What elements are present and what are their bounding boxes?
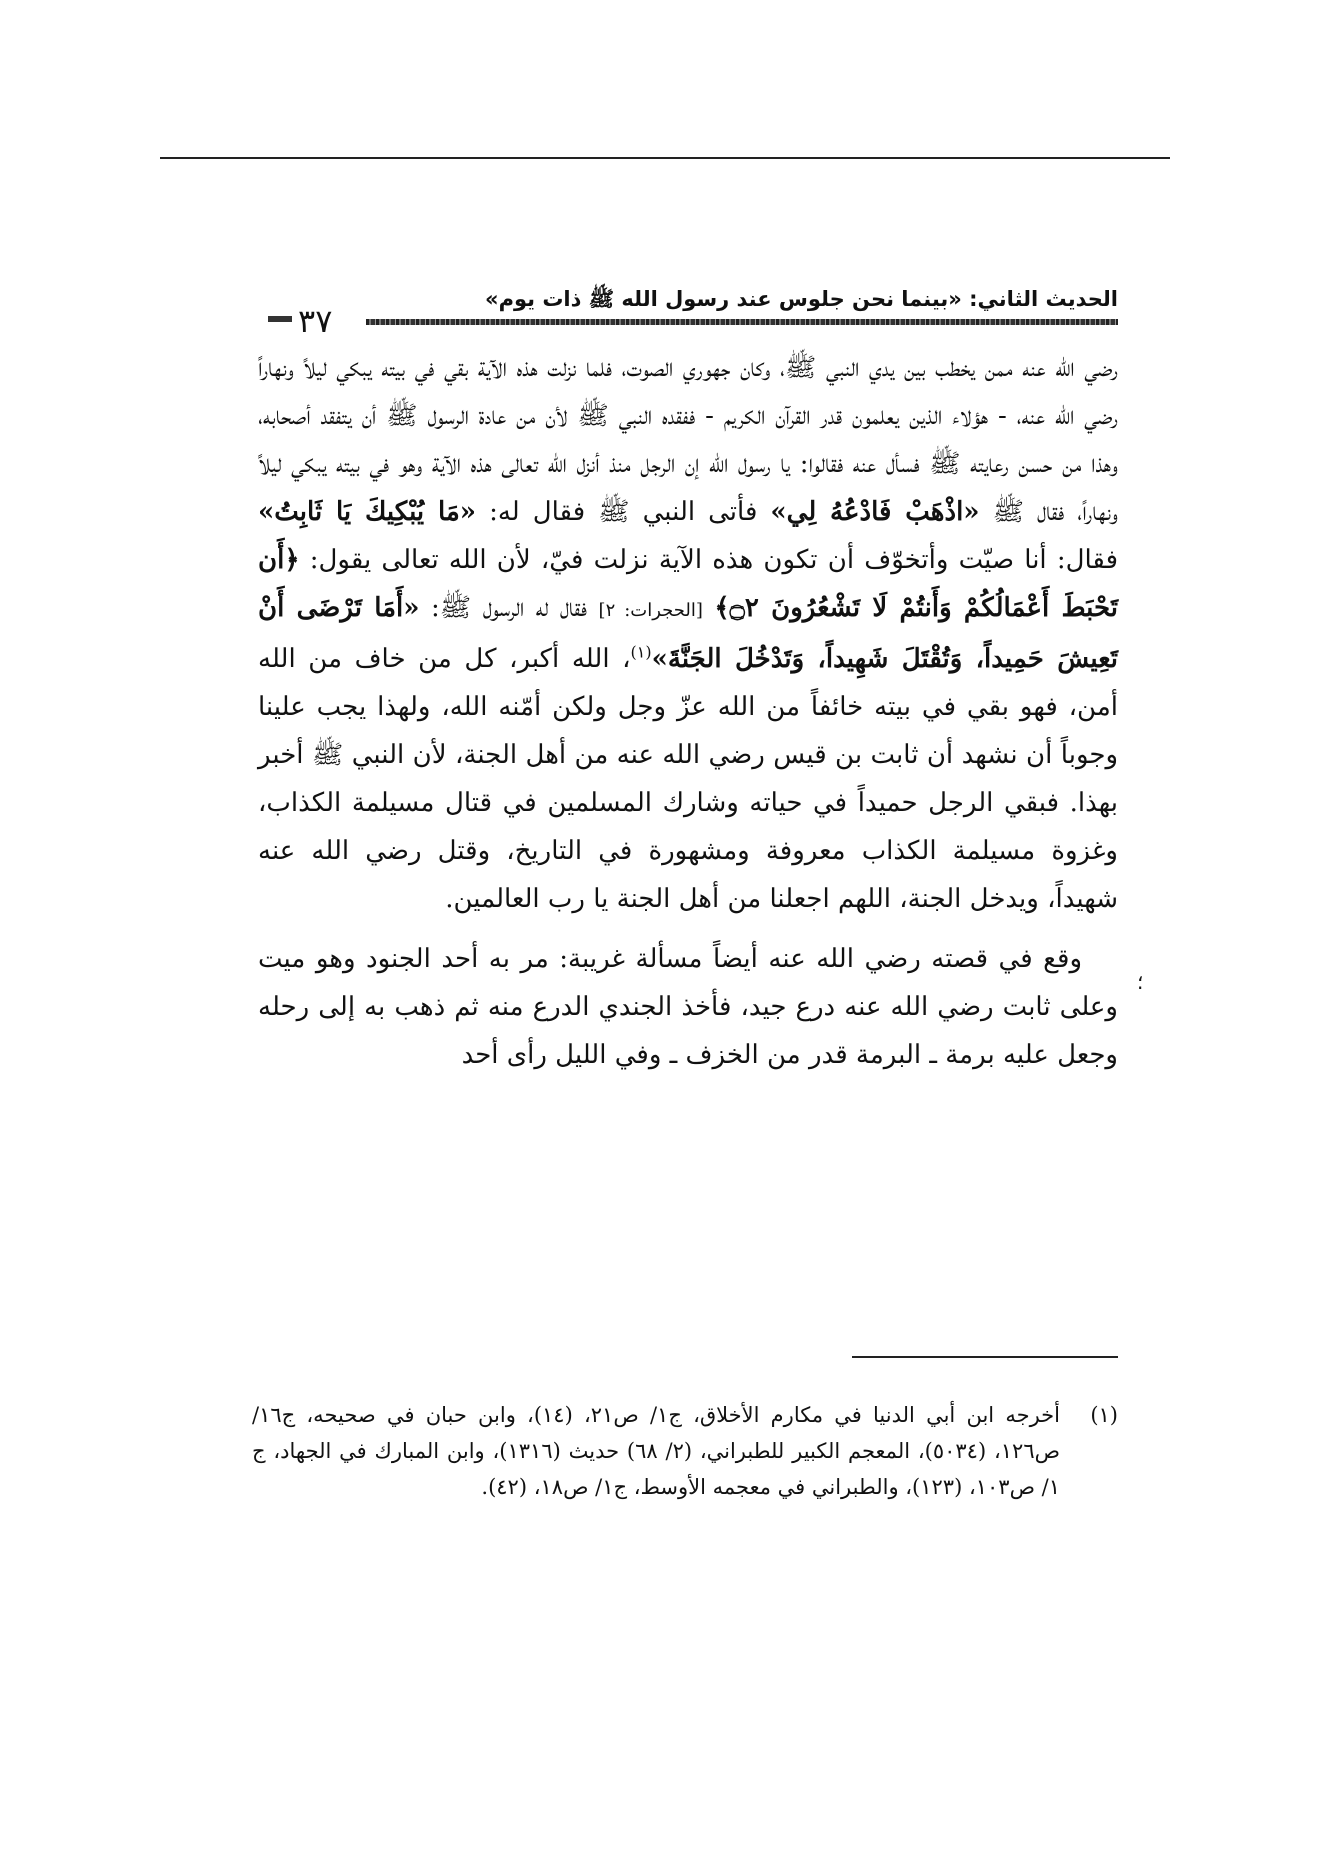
page-number: ٣٧ xyxy=(298,302,333,340)
text-segment: فقال: أنا صيّت وأتخوّف أن تكون هذه الآية نزلت فيّ، لأن الله تعالى يقول: xyxy=(309,545,1118,575)
top-rule xyxy=(160,157,1170,159)
text-segment: رضي الله عنه ممن يخطب بين يدي النبي ﷺ، وكان جهوري الصوت، فلما نزلت هذه الآية بقي في بيته يبكي ليلاً ونهاراً رضي الله عنه، - هؤلاء الذين يعلمون قدر القرآن الكريم - ففقده النبي ﷺ لأن من عادة الرسول ﷺ أن يتفقد أصحابه، وهذا من حسن رعايته ﷺ فسأل عنه فقالوا: يا رسول الله إن الرجل منذ أنزل الله تعالى هذه الآية وهو في بيته يبكي ليلاً ونهاراً، فقال ﷺ xyxy=(258,353,1119,527)
text-segment: ، الله أكبر، كل من خاف من الله أمن، فهو بقي في بيته خائفاً من الله عزّ وجل ولكن أمّنه الله، ولهذا يجب علينا وجوباً أن نشهد أن ثابت بن قيس رضي الله عنه من أهل الجنة، لأن النبي ﷺ أخبر بهذا. فبقي الرجل حميداً في حياته وشارك المسلمين في قتال مسيلمة الكذاب، وغزوة مسيلمة الكذاب معروفة ومشهورة في التاريخ، وقتل رضي الله عنه شهيداً، ويدخل الجنة، اللهم اجعلنا من أهل الجنة يا رب العالمين. xyxy=(258,644,1118,914)
page-header xyxy=(268,286,1118,340)
hadith-quote: «اذْهَبْ فَادْعُهُ لِي» xyxy=(770,497,980,527)
footnote xyxy=(252,1397,1118,1505)
quran-verse: ﴿أَن تَحْبَطَ أَعْمَالُكُمْ وَأَنتُمْ لَا تَشْعُرُونَ ۝٢﴾ xyxy=(258,545,1119,623)
verse-reference: [الحجرات: ٢] xyxy=(598,600,703,621)
footnote-text: أخرجه ابن أبي الدنيا في مكارم الأخلاق، ج١/ ص٢١، (١٤)، وابن حبان في صحيحه، ج١٦/ ص١٢٦، (٥٠٣٤)، المعجم الكبير للطبراني، (٢/ ٦٨) حديث (١٣١٦)، وابن المبارك في الجهاد، ج ١/ ص١٠٣، (١٢٣)، والطبراني في معجمه الأوسط، ج١/ ص١٨، (٤٢). xyxy=(252,1403,1060,1499)
text-segment: فقال له الرسول ﷺ: xyxy=(431,593,588,623)
hadith-quote: «مَا يُبْكِيكَ يَا ثَابِتُ» xyxy=(258,497,477,527)
hadith-quote: «أَمَا تَرْضَى أَنْ تَعِيشَ حَمِيداً، وَتُقْتَلَ شَهِيداً، وَتَدْخُلَ الجَنَّةَ» xyxy=(258,593,1119,674)
paragraph-2: وقع في قصته رضي الله عنه أيضاً مسألة غريبة: مر به أحد الجنود وهو ميت وعلى ثابت رضي الله عنه درع جيد، فأخذ الجندي الدرع منه ثم ذهب به إلى رحله وجعل عليه برمة ـ البرمة قدر من الخزف ـ وفي الليل رأى أحد xyxy=(258,944,1118,1070)
footnote-rule xyxy=(852,1356,1118,1358)
text-segment: فأتى النبي ﷺ فقال له: xyxy=(489,497,758,527)
margin-mark: ؛ xyxy=(1137,970,1144,994)
running-title: الحديث الثاني: «بينما نحن جلوس عند رسول الله ﷺ ذات يوم» xyxy=(485,287,1118,311)
page-number-mark xyxy=(268,316,292,322)
footnote-reference[interactable]: (١) xyxy=(630,642,652,662)
footnote-number: (١) xyxy=(1090,1403,1118,1427)
header-rule xyxy=(366,319,1118,325)
paragraph-1 xyxy=(258,344,1118,923)
main-text xyxy=(258,344,1118,1079)
